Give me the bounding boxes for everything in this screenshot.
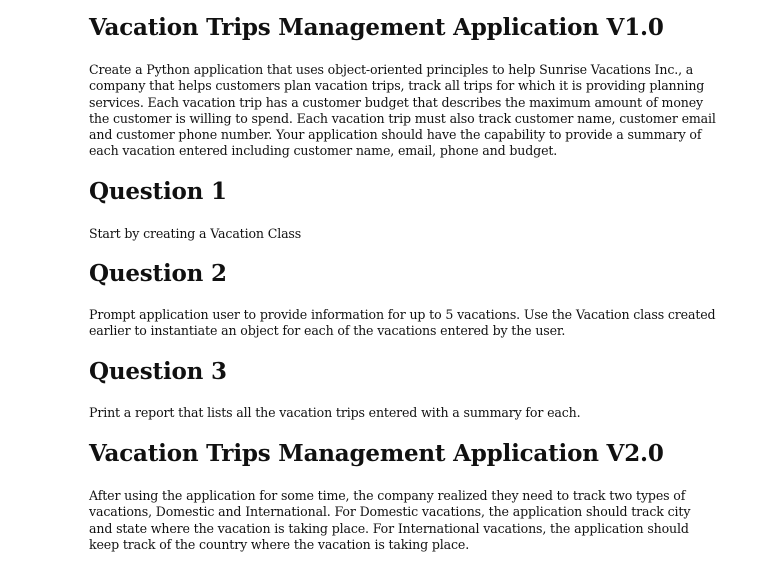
question-3-heading: Question 3 <box>89 358 227 385</box>
question-2-text: Prompt application user to provide information for up to 5 vacations. Use the Vacation class created earlier to instantiate an object for each of the vacations entered by the user. <box>89 307 716 339</box>
question-1-text: Start by creating a Vacation Class <box>89 226 302 241</box>
question-2-heading: Question 2 <box>89 260 227 287</box>
question-1-heading: Question 1 <box>89 178 227 205</box>
page-title-v2: Vacation Trips Management Application V2.0 <box>89 440 664 467</box>
page-title-v1: Vacation Trips Management Application V1.0 <box>89 14 664 41</box>
intro-paragraph-v2: After using the application for some time, the company realized they need to track two types of vacations, Domestic and International. For Domestic vacations, the application should track city and state where the vacation is taking place. For International vacations, the application should keep track of the country where the vacation is taking place. <box>89 488 691 552</box>
question-3-text: Print a report that lists all the vacation trips entered with a summary for each. <box>89 405 581 420</box>
intro-paragraph-v1: Create a Python application that uses object-oriented principles to help Sunrise Vacations Inc., a company that helps customers plan vacation trips, track all trips for which it is providing planning services. Each vacation trip has a customer budget that describes the maximum amount of money the customer is willing to spend. Each vacation trip must also track customer name, customer email and customer phone number. Your application should have the capability to provide a summary of each vacation entered including customer name, email, phone and budget. <box>89 62 716 159</box>
